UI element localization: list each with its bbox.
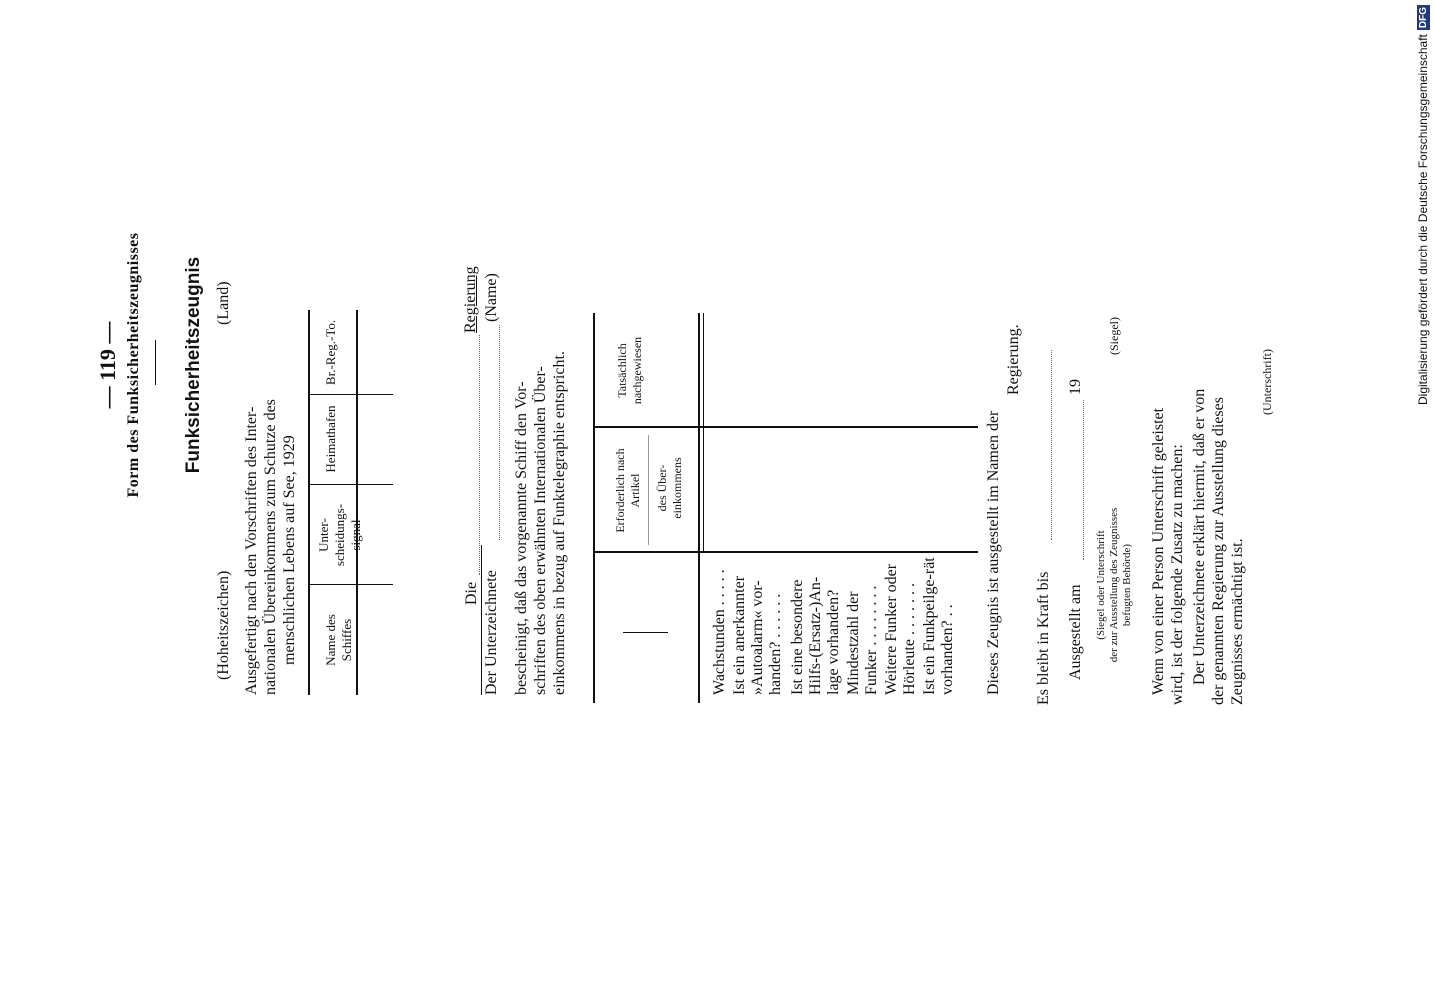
req-row-label: Mindestzahl der Funker . . . . . . . . [845,585,880,695]
requirements-table [593,313,963,703]
ship-table [308,310,366,695]
ship-col-name: Name des Schiffes [323,614,354,666]
divider [155,340,156,385]
regierung-label: Regierung [462,266,479,333]
bleibt-label: Es bleibt in Kraft bis [1035,571,1052,705]
unterschrift-label: (Unterschrift) [1260,349,1274,415]
ausgestellt-am-label: Ausgestellt am [1067,584,1084,680]
siegel-note: (Siegel oder Unterschrift [1095,530,1107,640]
ship-col-home: Heimathafen [323,405,338,473]
unterzeichnete-label: Der Unterzeichnete [483,570,500,695]
form-title: Form des Funksicherheitszeugnisses [125,232,142,498]
siegel-note: befugten Behörde) [1121,543,1133,627]
req-header-required: Erforderlich nach Artikel [613,448,642,533]
erklaert-line: Der Unterzeichnete erklärt hiermit, daß er von [1191,388,1208,685]
wenn-line: Wenn von einer Person Unterschrift geleistet [1150,407,1167,695]
req-row-label: Weitere Funker oder Hörleute . . . . . . . [883,563,918,695]
name-label: (Name) [483,273,500,322]
land-label: (Land) [215,281,232,325]
req-row-label: Wachstunden . . . . . [711,569,728,695]
req-row-label: Ist ein Funkpeilge-rät vorhanden? . . [921,557,956,695]
bescheinigt-line: bescheinigt, daß das vorgenannte Schiff den Vor- [513,381,530,695]
page-number: — 119 — [95,321,120,409]
siegel-note: der zur Ausstellung des Zeugnisses [1108,507,1120,663]
hoheitszeichen-label: (Hoheitszeichen) [215,570,232,680]
wenn-line: wird, ist der folgende Zusatz zu machen: [1169,444,1186,705]
intro-line: nationalen Übereinkommens zum Schutze des [262,399,279,695]
erklaert-line: der genannten Regierung zur Ausstellung dieses [1210,397,1227,705]
siegel-label: (Siegel) [1107,317,1121,355]
req-header-sub: des Über-einkommens [655,457,684,519]
req-row-label: Ist eine besondere Hilfs-(Ersatz-)An-lage vorhanden? [789,576,842,695]
document-sheet [95,5,1305,725]
ausgestellt-line: Regierung. [1005,324,1022,395]
cert-title: Funksicherheitszeugnis [183,256,204,474]
year-label: 19 [1067,379,1084,395]
req-header-actual: Tatsächlich nachgewiesen [615,336,644,405]
dfg-logo-icon: DFG [1417,7,1429,29]
dfg-credit [1412,0,1434,1000]
ship-col-signal: Unter-scheidungs-signal [316,503,363,567]
bescheinigt-line: schriften des oben erwähnten Internationalen Über- [532,366,549,695]
bescheinigt-line: einkommens in bezug auf Funktelegraphie entspricht. [551,351,568,695]
die-label: Die [463,581,480,605]
ship-col-tonnage: Br.-Reg.-To. [323,319,338,386]
ausgestellt-line: Dieses Zeugnis ist ausgestellt im Namen der [985,410,1002,695]
erklaert-line: Zeugnisses ermächtigt ist. [1229,538,1246,705]
req-row-label: Ist ein anerkannter »Autoalarm« vor-handen? . . . . . . [731,575,784,695]
dfg-credit-text: Digitalisierung gefördert durch die Deutsche Forschungsgemeinschaft [1416,34,1430,405]
intro-line: menschlichen Lebens auf See, 1929 [281,435,298,665]
intro-line: Ausgefertigt nach den Vorschriften des Inter- [243,406,260,695]
